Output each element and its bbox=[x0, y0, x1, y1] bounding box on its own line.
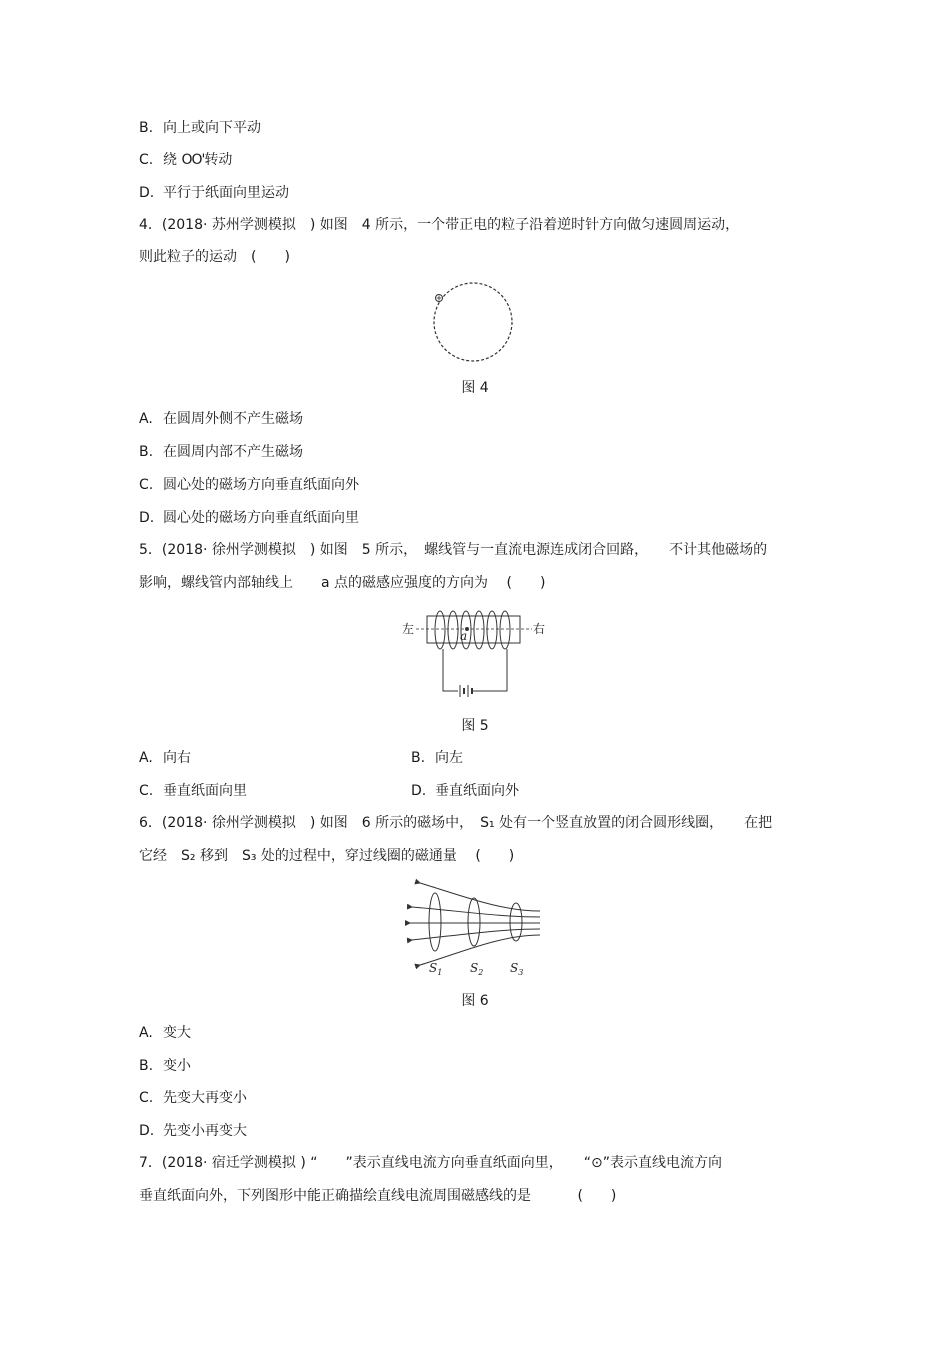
circuit-wire-right bbox=[472, 649, 507, 691]
option-text: 变大 bbox=[163, 1025, 191, 1041]
option-text-prefix: 绕 bbox=[163, 152, 177, 168]
q6-stem-line2: 它经 S₂ 移到 S₃ 处的过程中，穿过线圈的磁通量 ( ) bbox=[139, 848, 515, 864]
option-label: C. bbox=[139, 477, 154, 493]
figure-6 bbox=[400, 877, 545, 977]
option-text-suffix: 转动 bbox=[204, 152, 233, 168]
s1-subscript: 1 bbox=[437, 968, 443, 977]
option-text: 先变大再变小 bbox=[163, 1090, 247, 1106]
q6-option-c bbox=[139, 1088, 247, 1108]
q6-option-a bbox=[139, 1023, 191, 1043]
option-label: A. bbox=[139, 1025, 153, 1041]
option-label: B. bbox=[411, 750, 426, 766]
q5-option-d bbox=[411, 781, 519, 801]
q4-option-c bbox=[139, 475, 359, 495]
coils bbox=[429, 893, 522, 951]
option-label: C. bbox=[139, 152, 154, 168]
q6-option-b bbox=[139, 1056, 191, 1076]
option-label: D. bbox=[139, 185, 155, 201]
label-s2 bbox=[470, 961, 483, 977]
q6-option-d bbox=[139, 1121, 247, 1141]
q7-stem-line1: 7．(2018· 宿迁学测模拟 ) “ ”表示直线电流方向垂直纸面向里， “⊙”表示直线电流方向 bbox=[139, 1155, 723, 1171]
q4-stem-line1: 4．(2018· 苏州学测模拟 ) 如图 4 所示，一个带正电的粒子沿着逆时针方向做匀速圆周运动， bbox=[139, 217, 740, 233]
option-text: 在圆周内部不产生磁场 bbox=[163, 444, 303, 460]
q4-option-d bbox=[139, 508, 359, 528]
label-left: 左 bbox=[402, 622, 415, 636]
orbit-circle bbox=[434, 283, 512, 361]
option-text: 在圆周外侧不产生磁场 bbox=[163, 411, 303, 427]
point-a-label: a bbox=[460, 629, 468, 643]
option-text: 变小 bbox=[163, 1058, 191, 1074]
q5-option-a bbox=[139, 748, 191, 768]
q4-option-b bbox=[139, 442, 303, 462]
option-label: C. bbox=[139, 1090, 154, 1106]
s1-letter: S bbox=[429, 961, 438, 975]
circuit-wire bbox=[443, 649, 458, 691]
option-label: A. bbox=[139, 750, 153, 766]
q5-option-b bbox=[411, 748, 463, 768]
label-s1 bbox=[429, 961, 442, 977]
figure-5-caption: 图 5 bbox=[461, 718, 489, 734]
option-text: 平行于纸面向里运动 bbox=[163, 185, 289, 201]
option-text: 先变小再变大 bbox=[163, 1123, 247, 1139]
q6-stem-line1: 6．(2018· 徐州学测模拟 ) 如图 6 所示的磁场中， S₁ 处有一个竖直放置的闭合圆形线圈， 在把 bbox=[139, 815, 773, 831]
s3-letter: S bbox=[510, 961, 519, 975]
figure-4-caption: 图 4 bbox=[461, 380, 489, 396]
option-label: B. bbox=[139, 120, 154, 136]
option-text: 圆心处的磁场方向垂直纸面向外 bbox=[163, 477, 359, 493]
option-text: 向右 bbox=[163, 750, 191, 766]
option-label: D. bbox=[139, 510, 155, 526]
q5-option-c bbox=[139, 781, 247, 801]
option-text: 垂直纸面向外 bbox=[435, 783, 519, 799]
q3-option-d bbox=[139, 183, 289, 203]
q5-stem-line2: 影响，螺线管内部轴线上 a 点的磁感应强度的方向为 ( ) bbox=[139, 575, 546, 591]
label-s3 bbox=[510, 961, 523, 977]
s2-letter: S bbox=[470, 961, 479, 975]
option-text: 圆心处的磁场方向垂直纸面向里 bbox=[163, 510, 359, 526]
axis-label: OO' bbox=[181, 152, 205, 168]
q4-stem-line2: 则此粒子的运动 ( ) bbox=[139, 249, 290, 265]
q4-option-a bbox=[139, 409, 303, 429]
s3-subscript: 3 bbox=[518, 968, 524, 977]
q3-option-c bbox=[139, 150, 232, 170]
q3-option-b bbox=[139, 118, 261, 138]
option-label: B. bbox=[139, 1058, 154, 1074]
option-label: B. bbox=[139, 444, 154, 460]
solenoid-body bbox=[427, 616, 520, 643]
q5-stem-line1: 5．(2018· 徐州学测模拟 ) 如图 5 所示， 螺线管与一直流电源连成闭合回路， 不计其他磁场的 bbox=[139, 542, 768, 558]
option-text: 向上或向下平动 bbox=[163, 120, 261, 136]
option-text: 垂直纸面向里 bbox=[163, 783, 247, 799]
option-label: D. bbox=[139, 1123, 155, 1139]
option-label: A. bbox=[139, 411, 153, 427]
s2-subscript: 2 bbox=[478, 968, 484, 977]
figure-4 bbox=[425, 278, 525, 368]
figure-5 bbox=[400, 605, 550, 700]
figure-6-caption: 图 6 bbox=[461, 993, 489, 1009]
option-label: C. bbox=[139, 783, 154, 799]
option-text: 向左 bbox=[435, 750, 463, 766]
q7-stem-line2: 垂直纸面向外，下列图形中能正确描绘直线电流周围磁感线的是 ( ) bbox=[139, 1188, 617, 1204]
option-label: D. bbox=[411, 783, 427, 799]
label-right: 右 bbox=[533, 622, 546, 636]
